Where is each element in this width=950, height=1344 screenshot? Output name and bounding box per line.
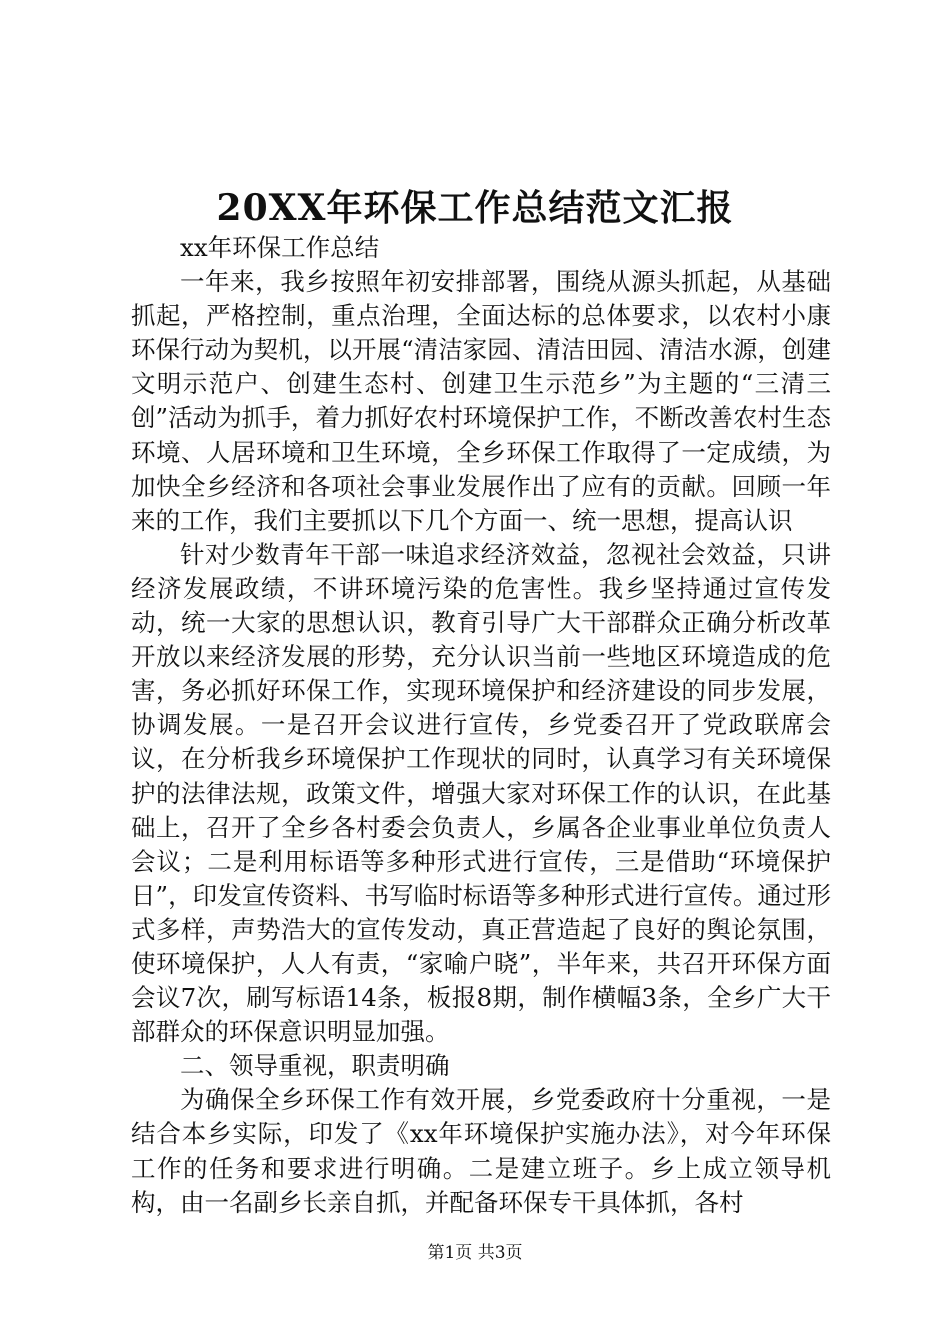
- section-heading: 二、领导重视，职责明确: [180, 1051, 450, 1081]
- document-body: [131, 231, 831, 1220]
- paragraph: 针对少数青年干部一味追求经济效益，忽视社会效益，只讲经济发展政绩，不讲环境污染的危害性。我乡坚持通过宣传发动，统一大家的思想认识，教育引导广大干部群众正确分析改革开放以来经济发展的形势，充分认识当前一些地区环境造成的危害，务必抓好环保工作，实现环境保护和经济建设的同步发展，协调发展。一是召开会议进行宣传，乡党委召开了党政联席会议，在分析我乡环境保护工作现状的同时，认真学习有关环境保护的法律法规，政策文件，增强大家对环保工作的认识，在此基础上，召开了全乡各村委会负责人，乡属各企业事业单位负责人会议；二是利用标语等多种形式进行宣传，三是借助“环境保护日”，印发宣传资料、书写临时标语等多种形式进行宣传。通过形式多样，声势浩大的宣传发动，真正营造起了良好的舆论氛围，使环境保护，人人有责，“家喻户晓”，半年来，共召开环保方面会议7次，刷写标语14条，板报8期，制作横幅3条，全乡广大干部群众的环保意识明显加强。: [131, 539, 831, 1047]
- document-title: 20XX年环保工作总结范文汇报: [216, 187, 734, 229]
- paragraph-subtitle: xx年环保工作总结: [180, 233, 380, 262]
- paragraph: 一年来，我乡按照年初安排部署，围绕从源头抓起，从基础抓起，严格控制，重点治理，全面达标的总体要求，以农村小康环保行动为契机，以开展“清洁家园、清洁田园、清洁水源，创建文明示范户、创建生态村、创建卫生示范乡”为主题的“三清三创”活动为抓手，着力抓好农村环境保护工作，不断改善农村生态环境、人居环境和卫生环境，全乡环保工作取得了一定成绩，为加快全乡经济和各项社会事业发展作出了应有的贡献。回顾一年来的工作，我们主要抓以下几个方面一、统一思想，提高认识: [131, 267, 831, 535]
- paragraph: 为确保全乡环保工作有效开展，乡党委政府十分重视，一是结合本乡实际，印发了《xx年环境保护实施办法》，对今年环保工作的任务和要求进行明确。二是建立班子。乡上成立领导机构，由一名副乡长亲自抓，并配备环保专干具体抓，各村: [131, 1085, 831, 1217]
- page-number-footer: 第1页 共3页: [427, 1243, 523, 1263]
